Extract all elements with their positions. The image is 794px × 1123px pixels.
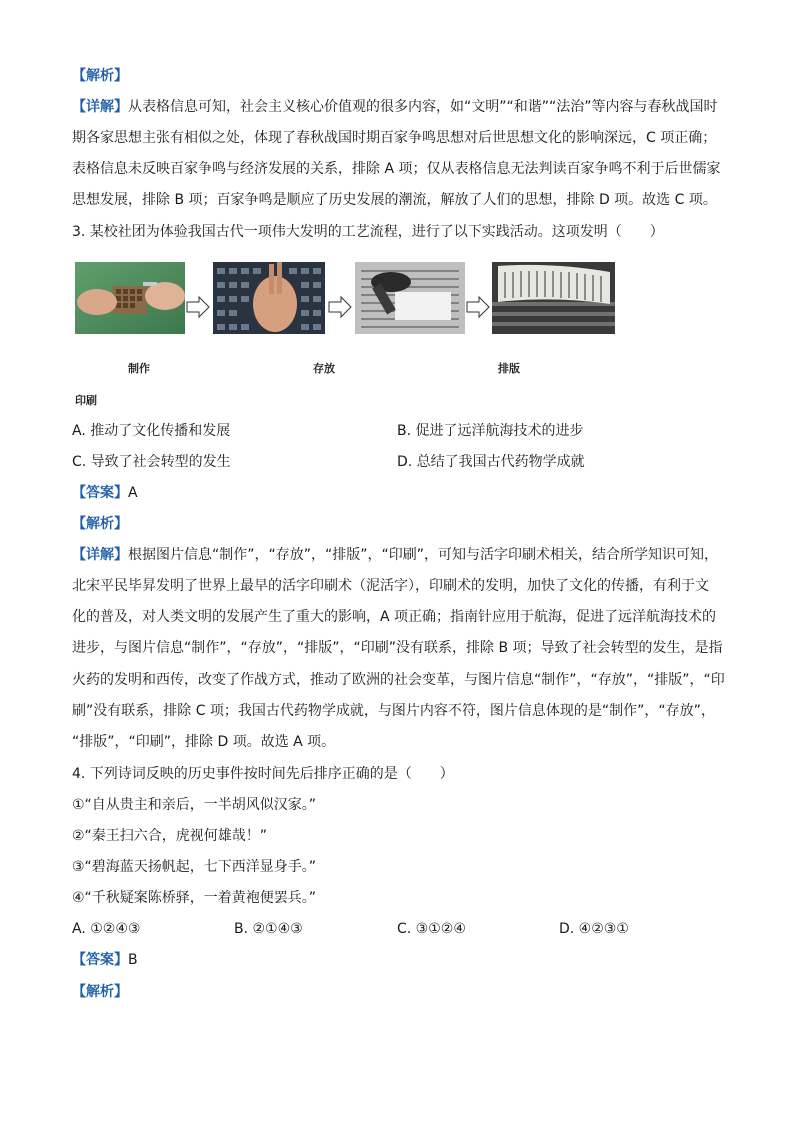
q4-jiexi-label: 【解析】 (72, 984, 128, 1000)
q3-stem: 3. 某校社团为体验我国古代一项伟大发明的工艺流程，进行了以下实践活动。这项发明（ ） (72, 224, 664, 240)
q3-xiangjie-line-7: “排版”，“印刷”，排除 D 项。故选 A 项。 (72, 734, 336, 750)
q3-option-a: A. 推动了文化传播和发展 (72, 423, 231, 439)
q3-xiangjie-line-1: 【详解】根据图片信息“制作”，“存放”，“排版”，“印刷”，可知与活字印刷术相关，结合所学知识可知， (72, 547, 719, 563)
q3-xiangjie-line-5: 火药的发明和西传，改变了作战方式，推动了欧洲的社会变革，与图片信息“制作”，“存放”，“排版”，“印 (72, 672, 725, 688)
q3-xiangjie-line-4: 进步，与图片信息“制作”，“存放”，“排版”，“印刷”没有联系，排除 B 项；导致了社会转型的发生，是指 (72, 640, 723, 656)
q4-option-d: D. ④②③① (559, 921, 629, 937)
q3-option-b: B. 促进了远洋航海技术的进步 (397, 423, 584, 439)
q2-jiexi-label: 【解析】 (72, 68, 128, 84)
q2-xiangjie-line-2: 期各家思想主张有相似之处，体现了春秋战国时期百家争鸣思想对后世思想文化的影响深远，C 项正确； (72, 130, 717, 146)
caption-make: 制作 (128, 362, 150, 375)
q3-xiangjie-line-3: 化的普及，对人类文明的发展产生了重大的影响，A 项正确；指南针应用于航海，促进了远洋航海技术的 (72, 609, 717, 625)
q3-xiangjie-line-2: 北宋平民毕昇发明了世界上最早的活字印刷术（泥活字），印刷术的发明，加快了文化的传播，有利于文 (72, 578, 709, 594)
q4-stem: 4. 下列诗词反映的历史事件按时间先后排序正确的是（ ） (72, 766, 454, 782)
q4-poem-4: ④“千秋疑案陈桥驿，一着黄袍便罢兵。” (72, 890, 317, 906)
photo-type-storage (213, 262, 325, 334)
q4-poem-2: ②“秦王扫六合，虎视何雄哉！” (72, 828, 268, 844)
photo-typesetting (355, 262, 465, 334)
photo-printing (492, 262, 615, 334)
q4-poem-3: ③“碧海蓝天扬帆起，七下西洋显身手。” (72, 859, 317, 875)
caption-print: 印刷 (75, 394, 97, 407)
arrow-right-icon (466, 295, 490, 323)
arrow-right-icon (186, 295, 210, 323)
q2-xiangjie-line-3: 表格信息未反映百家争鸣与经济发展的关系，排除 A 项；仅从表格信息无法判读百家争鸣不利于后世儒家 (72, 161, 721, 177)
q4-option-a: A. ①②④③ (72, 921, 141, 937)
caption-store: 存放 (313, 362, 335, 375)
q4-poem-1: ①“自从贵主和亲后，一半胡风似汉家。” (72, 797, 317, 813)
q3-xiangjie-line-6: 刷”没有联系，排除 C 项；我国古代药物学成就，与图片内容不符，图片信息体现的是“制作”，“存放”， (72, 703, 715, 719)
arrow-right-icon (328, 295, 352, 323)
q3-answer: 【答案】A (72, 485, 138, 501)
q4-option-c: C. ③①②④ (397, 921, 466, 937)
q2-xiangjie-line-4: 思想发展，排除 B 项；百家争鸣是顺应了历史发展的潮流，解放了人们的思想，排除 D 项。故选 C 项。 (72, 192, 717, 208)
q3-jiexi-label: 【解析】 (72, 516, 128, 532)
q4-answer: 【答案】B (72, 952, 138, 968)
caption-typeset: 排版 (498, 362, 520, 375)
photo-carving-type (75, 262, 185, 334)
q3-option-d: D. 总结了我国古代药物学成就 (397, 454, 585, 470)
q2-xiangjie-line-1: 【详解】从表格信息可知，社会主义核心价值观的很多内容，如“文明”“和谐”“法治”等内容与春秋战国时 (72, 99, 718, 115)
q3-option-c: C. 导致了社会转型的发生 (72, 454, 231, 470)
q4-option-b: B. ②①④③ (234, 921, 303, 937)
